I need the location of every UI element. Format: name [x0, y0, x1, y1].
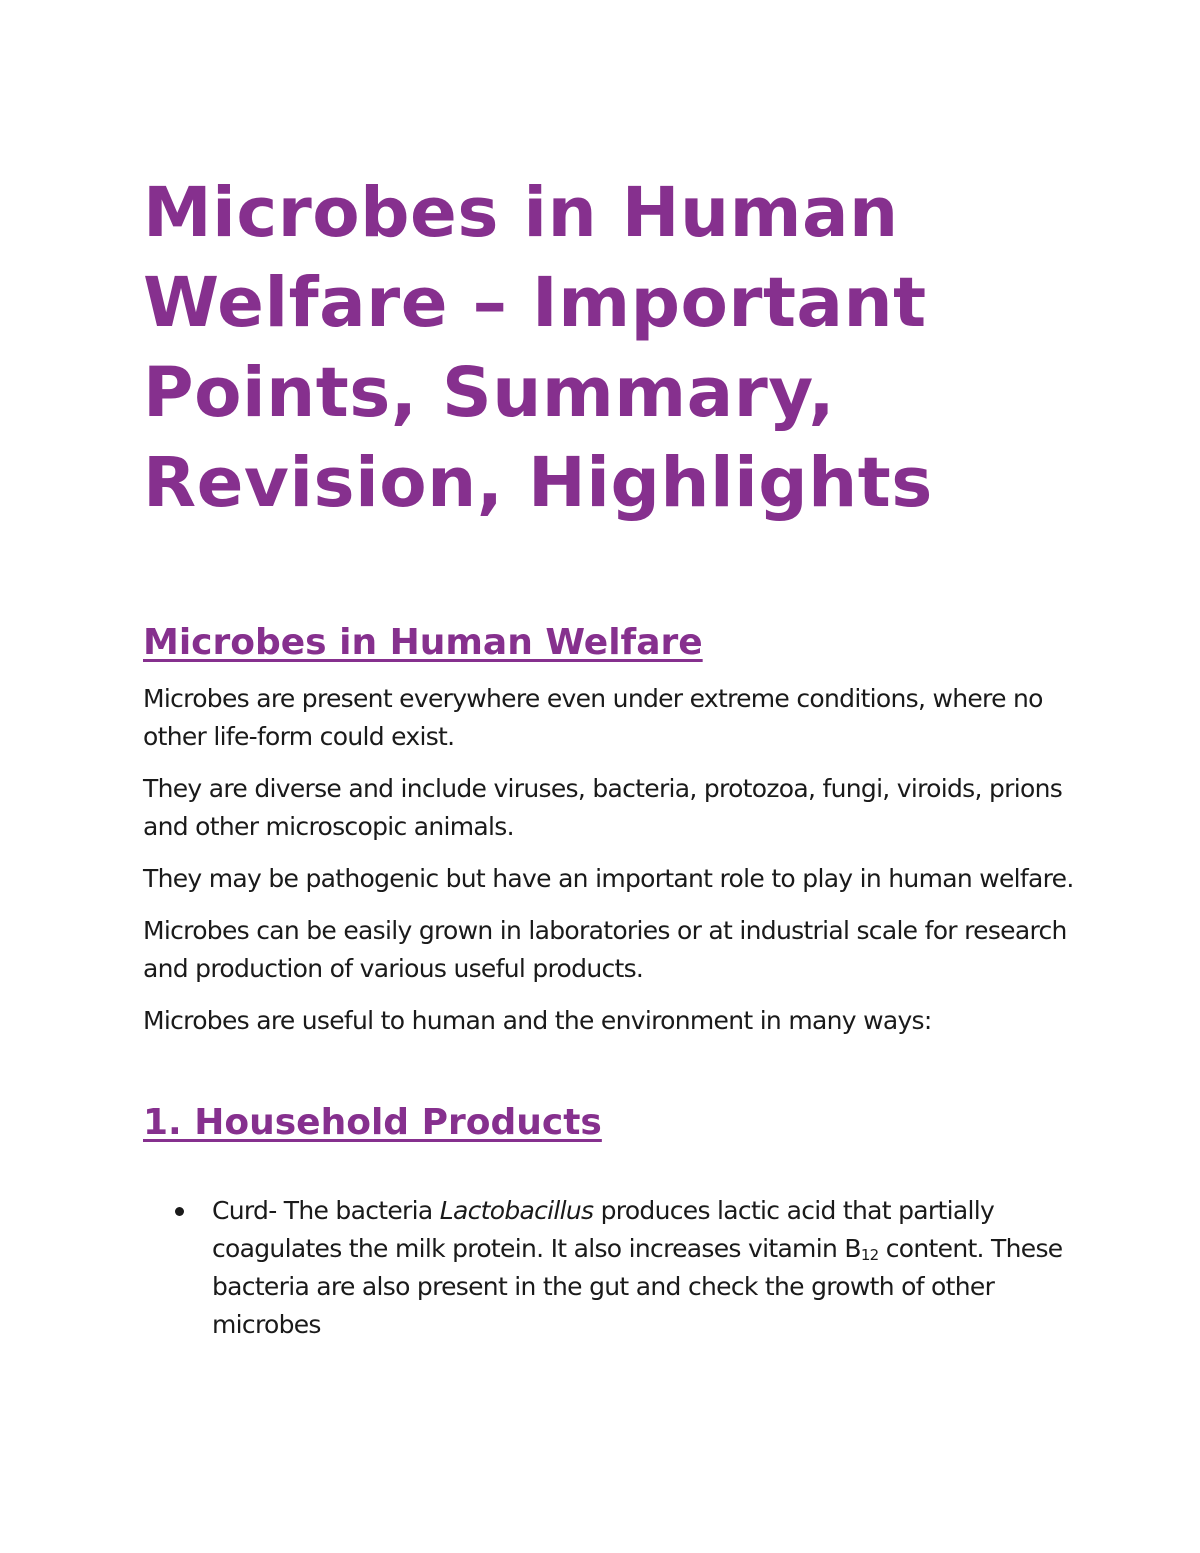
- vitamin-subscript: 12: [860, 1246, 879, 1264]
- intro-paragraphs: [143, 680, 1083, 1040]
- paragraph: They may be pathogenic but have an important role to play in human welfare.: [143, 864, 1074, 893]
- bullet-body-text: produces lactic acid that partially coagulates the milk protein. It also increases vitamin B: [212, 1196, 995, 1263]
- bullet-lead-text: Curd- The bacteria: [212, 1196, 440, 1225]
- paragraph: Microbes are present everywhere even under extreme conditions, where no other life-form could exist.: [143, 684, 1043, 751]
- paragraph: Microbes are useful to human and the environment in many ways:: [143, 1006, 932, 1035]
- bullet-icon: [175, 1207, 184, 1216]
- organism-name: Lactobacillus: [439, 1196, 594, 1225]
- section-heading-household-products: 1. Household Products: [143, 1102, 602, 1143]
- document-content: [143, 168, 1083, 1344]
- household-products-list: [143, 1192, 1083, 1344]
- section-heading-microbes-in-human-welfare: Microbes in Human Welfare: [143, 622, 703, 663]
- bullet-tail-text: content. These bacteria are also present in the gut and check the growth of other microbes: [212, 1234, 1063, 1339]
- document-title: Microbes in Human Welfare – Important Points, Summary, Revision, Highlights: [143, 173, 933, 523]
- paragraph: Microbes can be easily grown in laboratories or at industrial scale for research and production of various useful products.: [143, 916, 1067, 983]
- list-item-curd: [143, 1192, 1083, 1344]
- paragraph: They are diverse and include viruses, bacteria, protozoa, fungi, viroids, prions and other microscopic animals.: [143, 774, 1063, 841]
